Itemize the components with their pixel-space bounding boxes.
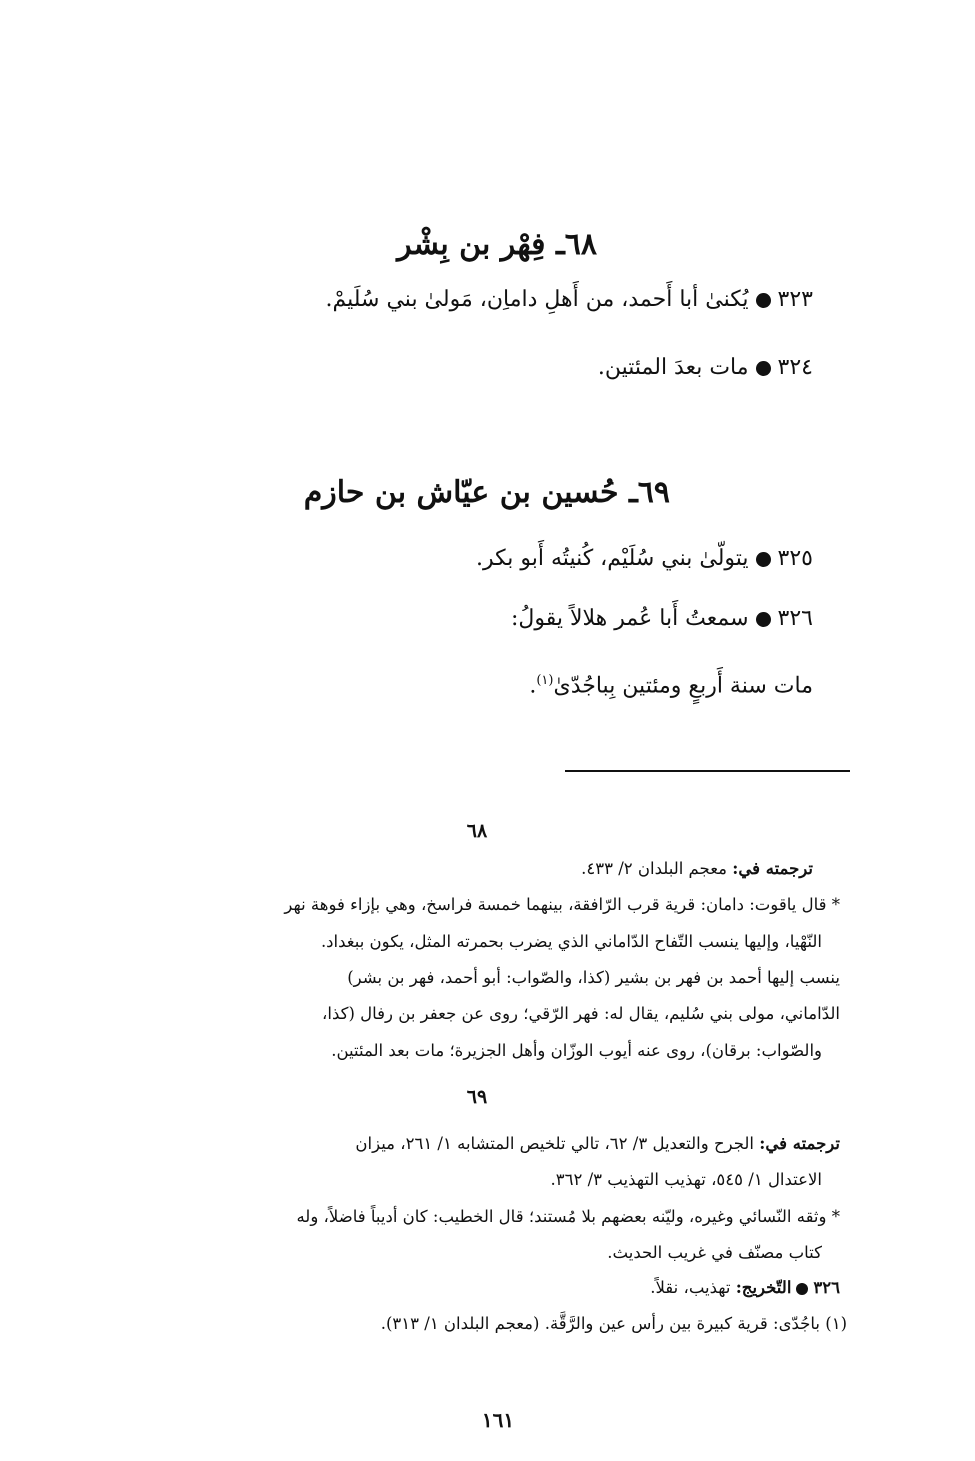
takhrij-number: ٣٢٦ xyxy=(813,1278,840,1297)
entry-325 xyxy=(113,543,813,575)
item-text: يُكنىٰ أبا أَحمد، من أَهلِ داماِن، مَولىٰ بني سُلَيمْ. xyxy=(325,287,749,312)
footnote-ref: (١) xyxy=(536,673,554,688)
item-number: ٣٢٣ xyxy=(777,287,813,312)
source-text: الجرح والتعديل ٣/ ٦٢، تالي تلخيص المتشابه ١/ ٢٦١، ميزان xyxy=(355,1134,760,1153)
entry-326-continuation xyxy=(113,665,813,702)
source-prefix: ترجمته في: xyxy=(732,859,813,878)
item-text: سمعتُ أَبا عُمر هلالاً يقولُ: xyxy=(510,606,749,631)
footnote-69-label: ٦٩ xyxy=(466,1086,488,1108)
item-number: ٣٢٥ xyxy=(777,546,813,571)
footnote-1: (١) باجُدّى: قرية كبيرة بين رأس عين والرَّقَّة. (معجم البلدان ١/ ٣١٣). xyxy=(380,1314,847,1333)
death-line: مات سنة أَربعٍ ومئتين بِباجُدّىٰ xyxy=(553,673,813,699)
footnote-68-p2-line1: ينسب إليها أحمد بن فهر بن بشير (كذا، والصّواب: أبو أحمد، فهر بن بشر) xyxy=(347,968,840,987)
footnote-68-p2-line2: الدّاماني، مولى بني سُليم، يقال له: فهر الرّقي؛ روى عن جعفر بن رفال (كذا، xyxy=(322,1004,840,1023)
bullet-icon xyxy=(796,1283,808,1295)
source-text: معجم البلدان ٢/ ٤٣٣. xyxy=(581,859,733,878)
page-number: ١٦١ xyxy=(481,1408,515,1432)
takhrij-text: تهذيب، نقلاً. xyxy=(650,1278,736,1297)
footnote-69-source-line1 xyxy=(152,1129,840,1158)
bullet-icon xyxy=(756,293,771,308)
entry-323 xyxy=(113,284,813,316)
takhrij-line xyxy=(135,1273,840,1302)
item-number: ٣٢٦ xyxy=(777,606,813,631)
item-number: ٣٢٤ xyxy=(777,355,813,380)
footnote-69-source-line2: الاعتدال ١/ ٥٤٥، تهذيب التهذيب ٣/ ٣٦٢. xyxy=(550,1170,822,1189)
entry-68-heading: ٦٨ـ فِهْر بن بِشْر xyxy=(397,227,597,262)
item-text: يتولّىٰ بني سُلَيْم، كُنيتُه أَبو بكر. xyxy=(476,546,749,571)
entry-69-heading: ٦٩ـ حُسين بن عيّاش بن حازم xyxy=(303,475,670,510)
takhrij-label: التّخريج: xyxy=(735,1278,792,1297)
bullet-icon xyxy=(756,612,771,627)
footnote-68-p1-line1: * قال ياقوت: دامان: قرية قرب الرّافقة، بينهما خمسة فراسخ، وهي بإزاء فوهة نهر xyxy=(284,895,840,914)
footnote-68-label: ٦٨ xyxy=(466,820,488,842)
footnote-69-p1-line1: * وثقه النّسائي وغيره، وليّنه بعضهم بلا مُستند؛ قال الخطيب: كان أديباً فاضلاً، وله xyxy=(296,1207,840,1226)
bullet-icon xyxy=(756,361,771,376)
footnote-68-p1-line2: النّهْيا، وإليها ينسب التّفاح الدّاماني الذي يضرب بحمرته المثل، يكون ببغداد. xyxy=(320,932,822,951)
footnote-separator xyxy=(565,770,850,772)
item-text: مات بعدَ المئتين. xyxy=(597,355,749,380)
bullet-icon xyxy=(756,552,771,567)
footnote-68-p2-line3: والصّواب: برقان)، روى عنه أيوب الوزّان وأهل الجزيرة؛ مات بعد المئتين. xyxy=(331,1041,822,1060)
footnote-68-source xyxy=(133,854,813,883)
footnote-69-p1-line2: كتاب مصنّف في غريب الحديث. xyxy=(607,1243,822,1262)
entry-324 xyxy=(113,352,813,384)
source-prefix: ترجمته في: xyxy=(759,1134,840,1153)
entry-326 xyxy=(113,603,813,635)
line-end: . xyxy=(529,673,537,699)
